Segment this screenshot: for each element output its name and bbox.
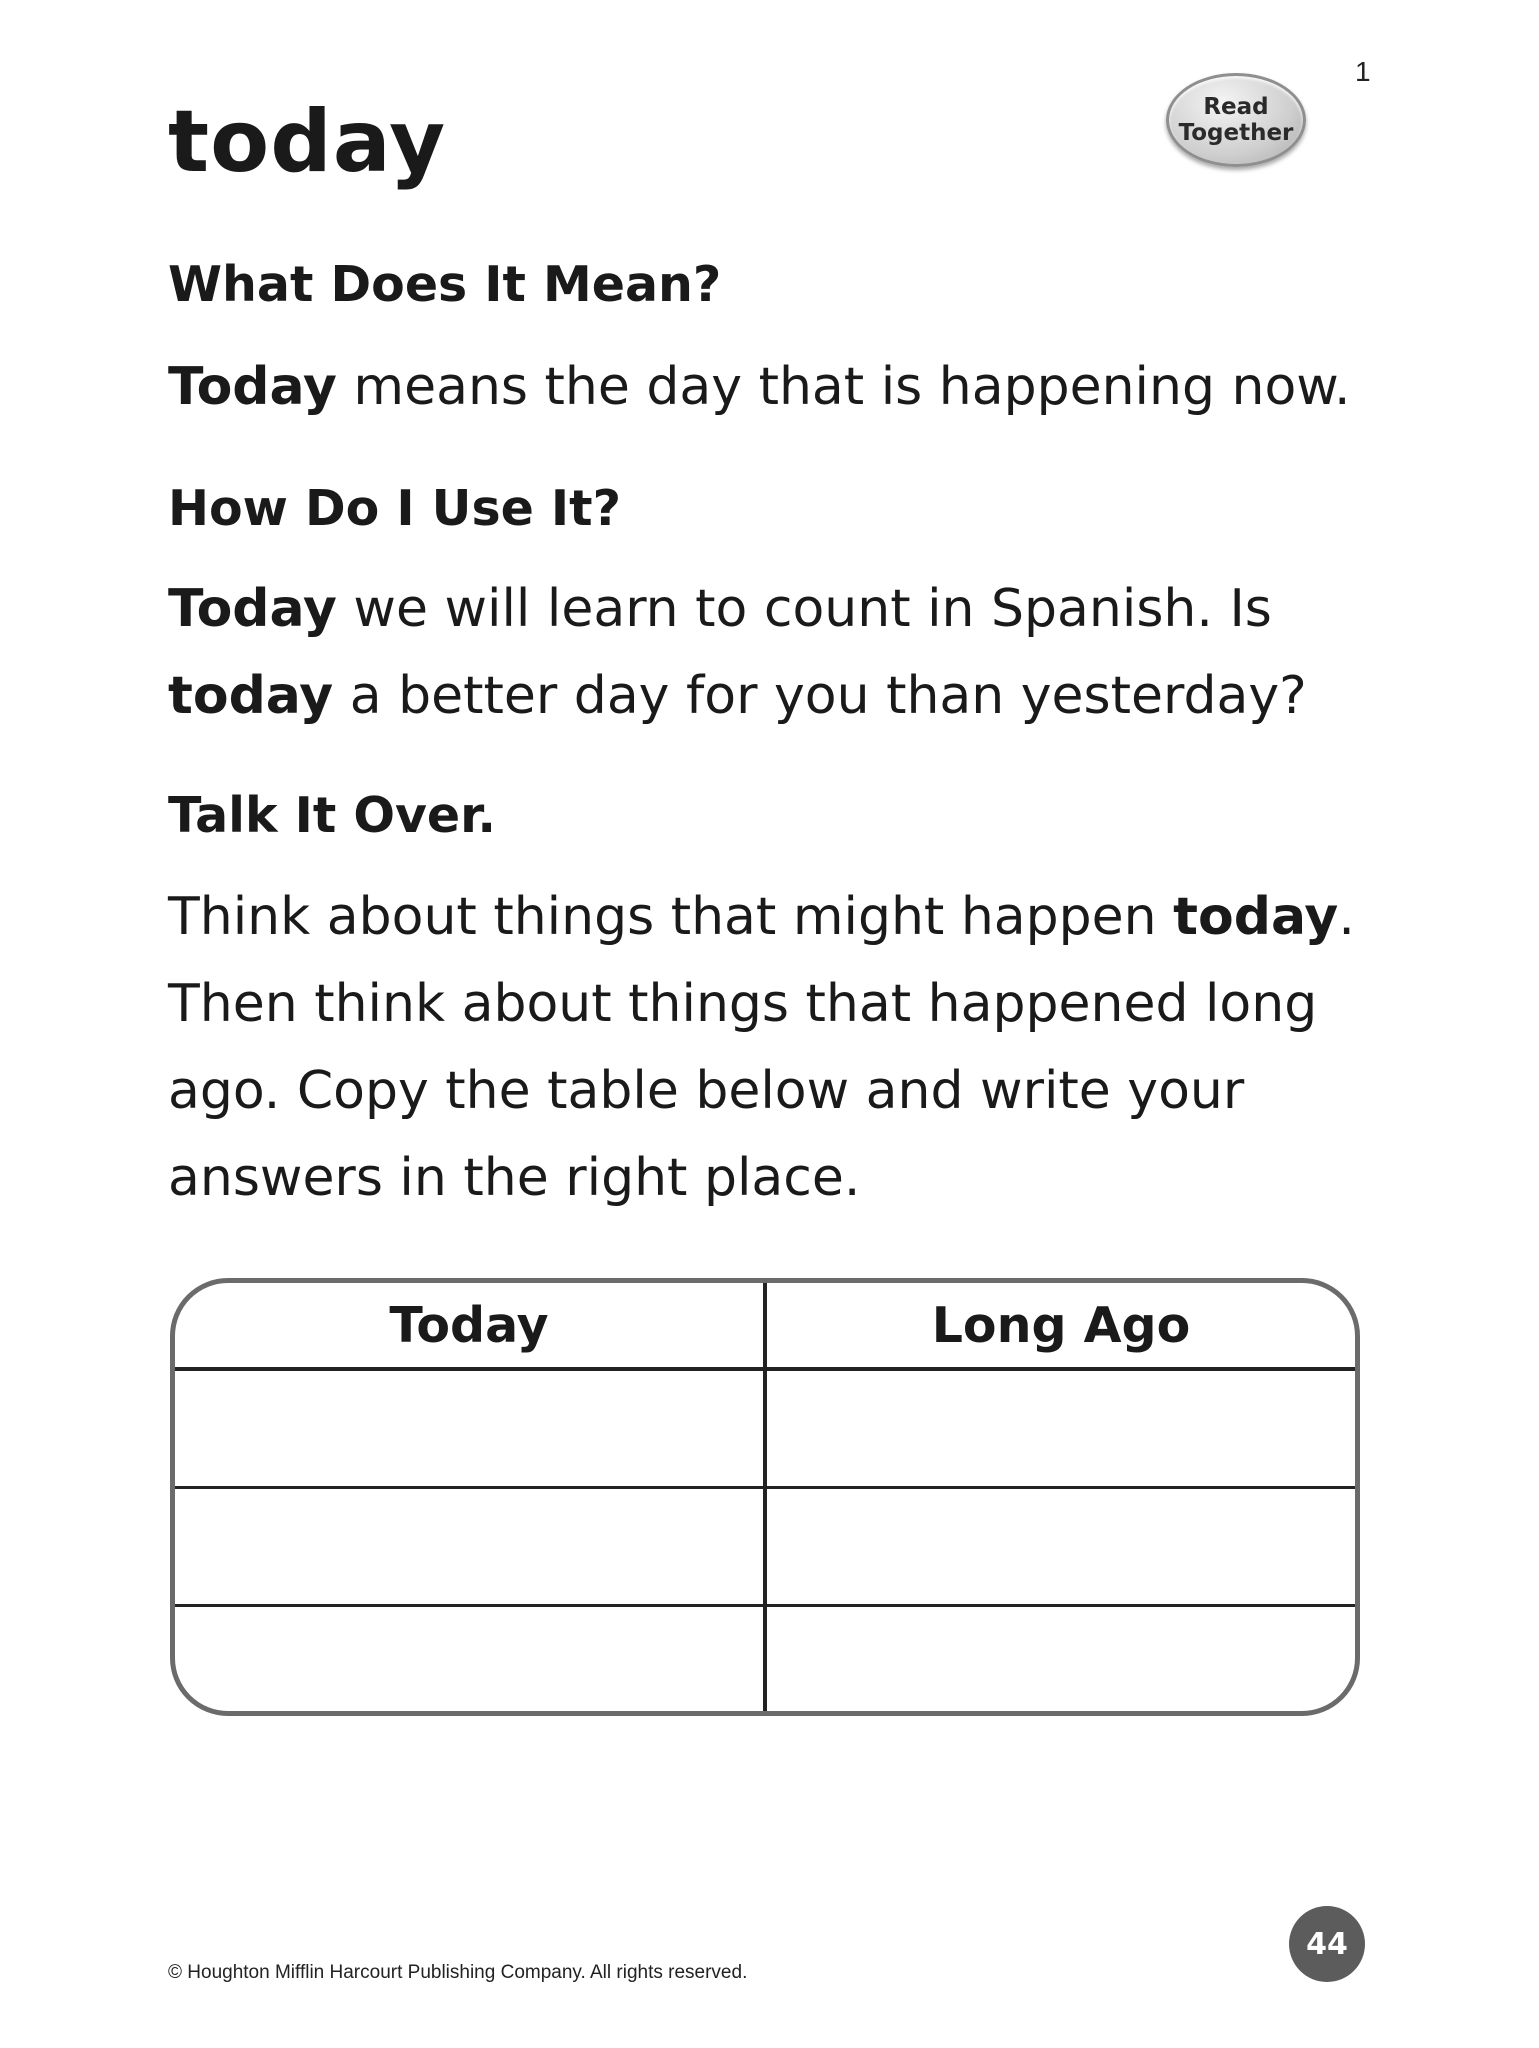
column-header-long-ago: Long Ago — [765, 1283, 1355, 1369]
usage-paragraph — [168, 566, 1398, 740]
badge-line-2: Together — [1178, 120, 1294, 146]
table-header-row — [175, 1283, 1355, 1369]
page-number: 44 — [1306, 1926, 1348, 1962]
table-cell — [765, 1606, 1355, 1717]
usage-bold-word-2: today — [168, 666, 334, 726]
table-cell — [765, 1488, 1355, 1606]
talk-text-1: Think about things that might happen — [168, 887, 1174, 947]
corner-number: 1 — [1355, 56, 1371, 87]
meaning-text: means the day that is happening now. — [336, 357, 1351, 417]
badge-line-1: Read — [1203, 94, 1269, 120]
table-cell — [765, 1369, 1355, 1488]
meaning-paragraph — [168, 344, 1398, 431]
table-row — [175, 1369, 1355, 1488]
heading-what-does-it-mean: What Does It Mean? — [168, 256, 722, 313]
usage-text-2: a better day for you than yesterday? — [333, 666, 1307, 726]
page-title: today — [168, 92, 447, 192]
usage-text-1: we will learn to count in Spanish. Is — [336, 579, 1272, 639]
answer-grid — [175, 1283, 1355, 1716]
read-together-badge — [1166, 73, 1306, 167]
usage-bold-word-1: Today — [168, 579, 337, 639]
table-cell — [175, 1488, 765, 1606]
heading-talk-it-over: Talk It Over. — [168, 787, 496, 844]
table-cell — [175, 1606, 765, 1717]
page-number-badge — [1289, 1906, 1365, 1982]
table-row — [175, 1488, 1355, 1606]
heading-how-do-i-use-it: How Do I Use It? — [168, 480, 622, 537]
talk-bold-word: today — [1173, 887, 1339, 947]
talk-paragraph — [168, 874, 1398, 1222]
table-cell — [175, 1369, 765, 1488]
meaning-bold-word: Today — [168, 357, 337, 417]
table-row — [175, 1606, 1355, 1717]
talk-text-2: . Then think about things that happened long ago. Copy the table below and write your answers in the right place. — [168, 887, 1355, 1208]
copyright-notice: © Houghton Mifflin Harcourt Publishing Company. All rights reserved. — [168, 1962, 748, 1983]
column-header-today: Today — [175, 1283, 765, 1369]
answer-table — [170, 1278, 1360, 1716]
